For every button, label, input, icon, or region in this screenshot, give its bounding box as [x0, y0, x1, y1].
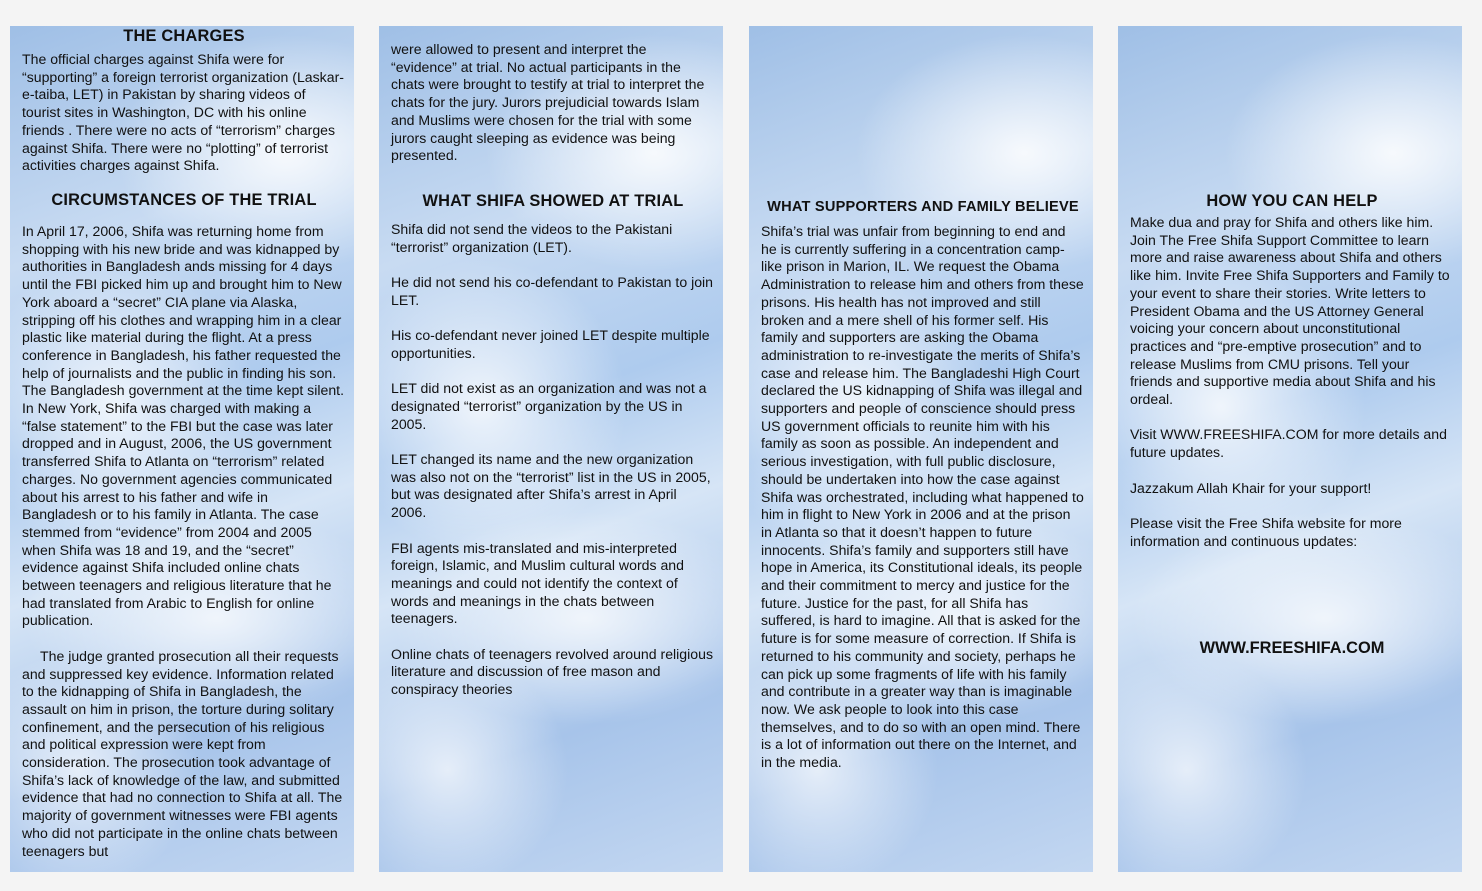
thanks-text: Jazzakum Allah Khair for your support! [1130, 479, 1372, 496]
panel-how-you-can-help [1118, 26, 1462, 872]
trial-paragraph-1: In April 17, 2006, Shifa was returning home from shopping with his new bride and was kidnapped by authorities in Bangladesh ands missing for 4 days until the FBI picked him up and brought him to New York aboard a “secret” CIA plane via Alaska, stripping off his clothes and wrapping him in a clear plastic like material during the flight. At a press conference in Bangladesh, his father requested the help of journalists and the public in finding his son. The Bangladesh government at the time kept silent. In New York, Shifa was charged with making a “false statement” to the FBI but the case was later dropped and in August, 2006, the US government transferred Shifa to Atlanta on “terrorism” related charges. No government agencies communicated about his arrest to his father and wife in Bangladesh or to his family in Atlanta. The case stemmed from “evidence” from 2004 and 2005 when Shifa was 18 and 19, and the “secret” evidence against Shifa included online chats between teenagers and religious literature that he had translated from Arabic to English for online publication. [22, 223, 344, 629]
heading-what-shifa-showed: WHAT SHIFA SHOWED AT TRIAL [422, 192, 684, 210]
visit-text: Visit WWW.FREESHIFA.COM for more details and future updates. [1130, 426, 1447, 461]
heading-the-charges: THE CHARGES [123, 27, 245, 45]
heading-supporters-believe: WHAT SUPPORTERS AND FAMILY BELIEVE [767, 199, 1079, 215]
panel-charges-circumstances [10, 26, 354, 872]
continued-trial-text: were allowed to present and interpret the “evidence” at trial. No actual participants in the chats were brought to testify at trial to interpret the chats for the jury. Jurors prejudicial towards Islam and Muslims were chosen for the trial with some jurors caught sleeping as evidence was being presented. [391, 41, 705, 164]
trial-point: LET changed its name and the new organization was also not on the “terrorist” list in the US in 2005, but was designated after Shifa’s arrest in April 2006. [391, 451, 711, 521]
charges-text: The official charges against Shifa were for “supporting” a foreign terrorist organization (Laskar-e-taiba, LET) in Pakistan by sharing videos of tourist sites in Washington, DC with his online friends . There were no acts of “terrorism” charges against Shifa. There were no “plotting” of terrorist activities charges against Shifa. [22, 51, 344, 174]
trial-paragraph-2: The judge granted prosecution all their requests and suppressed key evidence. Information related to the kidnapping of Shifa in Bangladesh, the assault on him in prison, the torture during solitary confinement, and the persecution of his religious and political expression were kept from consideration. The prosecution took advantage of Shifa’s lack of knowledge of the law, and submitted evidence that had no connection to Shifa at all. The majority of government witnesses were FBI agents who did not participate in the online chats between teenagers but [22, 647, 343, 859]
trial-point: Online chats of teenagers revolved around religious literature and discussion of free mason and conspiracy theories [391, 645, 714, 698]
trial-point: He did not send his co-defendant to Pakistan to join LET. [391, 274, 714, 308]
trial-point: LET did not exist as an organization and was not a designated “terrorist” organization by the US in 2005. [391, 380, 707, 432]
heading-how-you-can-help: HOW YOU CAN HELP [1206, 192, 1378, 210]
trial-point: FBI agents mis-translated and mis-interpreted foreign, Islamic, and Muslim cultural words and meanings and could not identify the context of words and meanings in the chats between teenagers. [391, 539, 684, 627]
trial-point: Shifa did not send the videos to the Pakistani “terrorist” organization (LET). [391, 221, 673, 255]
heading-circumstances-of-trial: CIRCUMSTANCES OF THE TRIAL [51, 191, 317, 209]
help-text: Make dua and pray for Shifa and others like him. Join The Free Shifa Support Committee to learn more and raise awareness about Shifa and others like him. Invite Free Shifa Supporters and Family to your event to share their stories. Write letters to President Obama and the US Attorney General voicing your concern about unconstitutional practices and “pre-emptive prosecution” and to release Muslims from CMU prisons. Tell your friends and supportive media about Shifa and his ordeal. [1130, 214, 1450, 408]
trial-point: His co-defendant never joined LET despite multiple opportunities. [391, 327, 710, 361]
website-text: Please visit the Free Shifa website for more information and continuous updates: [1130, 514, 1402, 549]
website-url: WWW.FREESHIFA.COM [1199, 639, 1385, 657]
panel-supporters-believe [749, 26, 1093, 872]
supporters-text: Shifa’s trial was unfair from beginning to end and he is currently suffering in a concentration camp-like prison in Marion, IL. We request the Obama Administration to release him and others from these prisons. His health has not improved and still broken and a mere shell of his former self. His family and supporters are asking the Obama administration to re-investigate the merits of Shifa’s case and release him. The Bangladeshi High Court declared the US kidnapping of Shifa was illegal and supporters and people of conscience should press US government officials to reunite him with his family as soon as possible. An independent and serious investigation, with full public disclosure, should be undertaken into how the case against Shifa was orchestrated, including what happened to him in flight to New York in 2006 and at the prison in Atlanta so that it doesn’t happen to future innocents. Shifa’s family and supporters still have hope in America, its Constitutional ideals, its people and their commitment to mercy and justice for the future. Justice for the past, for all Shifa has suffered, is hard to imagine. All that is asked for the future is for some measure of correction. If Shifa is returned to his community and society, perhaps he can pick up some fragments of life with his family and contribute in a greater way than is imaginable now. We ask people to look into this case themselves, and to do so with an open mind. There is a lot of information out there on the Internet, and in the media. [761, 223, 1084, 771]
panel-what-shifa-showed [379, 26, 723, 872]
